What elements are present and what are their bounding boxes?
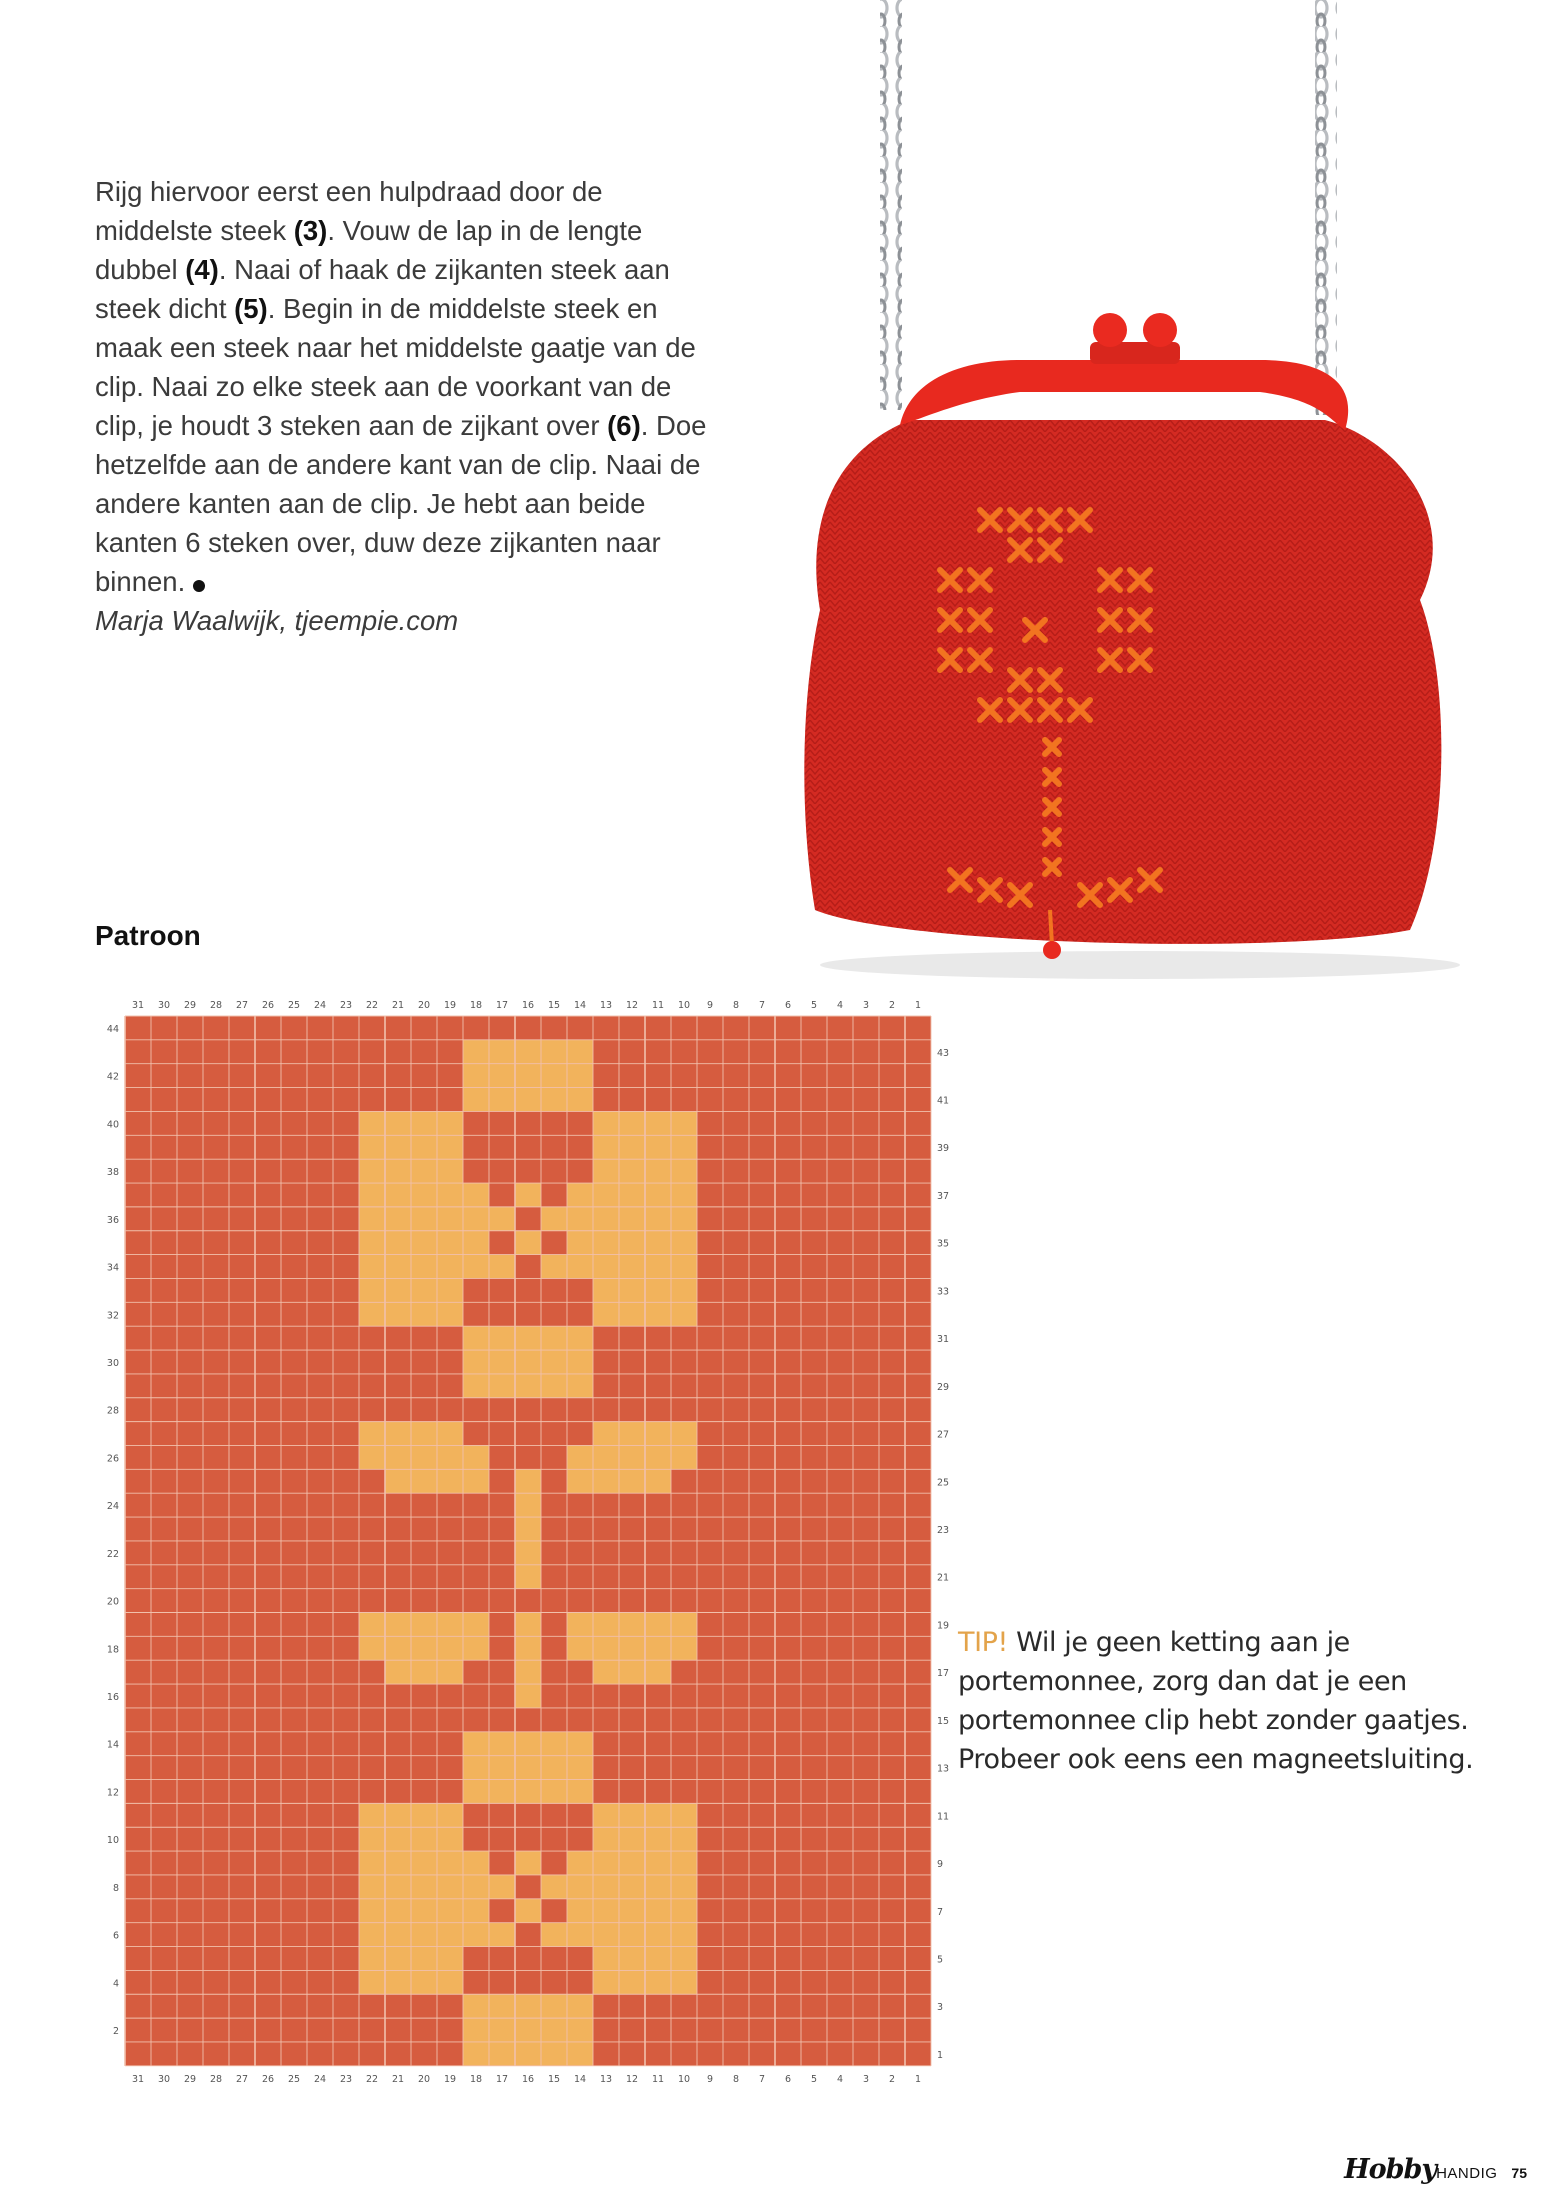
motif-cell <box>463 1732 593 1756</box>
row-number-right: 43 <box>937 1047 950 1059</box>
row-number-right: 17 <box>937 1668 950 1680</box>
column-number-bottom: 14 <box>573 2073 587 2085</box>
motif-cell <box>463 1183 489 1207</box>
motif-cell <box>567 1445 697 1469</box>
column-number-bottom: 23 <box>339 2073 353 2085</box>
column-number-top: 14 <box>573 1000 587 1011</box>
row-number-left: 28 <box>106 1405 119 1417</box>
motif-cell <box>567 1851 593 1875</box>
motif-cell <box>489 1255 515 1279</box>
column-number-bottom: 21 <box>391 2073 405 2085</box>
column-number-bottom: 9 <box>706 2073 714 2085</box>
row-number-left: 6 <box>112 1930 119 1942</box>
row-number-left: 16 <box>106 1692 119 1704</box>
motif-cell <box>489 1207 515 1231</box>
instruction-text: . Doe hetzelfde aan de andere kant van de clip. Naai de andere kanten aan de clip. Je hebt aan beide kanten 6 steken over, duw deze zijkanten naar binnen. <box>95 410 707 597</box>
instruction-text: . Vouw de lap in de lengte dubbel <box>95 215 643 285</box>
motif-cell <box>515 1851 541 1875</box>
column-number-bottom: 18 <box>469 2073 483 2085</box>
column-number-top: 7 <box>758 1000 766 1011</box>
step-reference: (4) <box>185 254 219 285</box>
row-number-right: 7 <box>937 1906 944 1918</box>
motif-cell <box>567 1255 697 1279</box>
column-number-top: 13 <box>599 1000 613 1011</box>
row-number-left: 22 <box>106 1548 119 1560</box>
tip-label: TIP! <box>958 1627 1008 1658</box>
column-number-bottom: 19 <box>443 2073 457 2085</box>
tip-box <box>958 1623 1478 1779</box>
row-number-left: 32 <box>106 1310 119 1322</box>
motif-cell <box>567 1875 697 1899</box>
row-number-right: 15 <box>937 1715 950 1727</box>
column-number-bottom: 11 <box>651 2073 665 2085</box>
step-reference: (5) <box>234 293 268 324</box>
column-number-top: 18 <box>469 1000 483 1011</box>
motif-cell <box>515 1899 541 1923</box>
tip-text: Wil je geen ketting aan je portemonnee, zorg dan dat je een portemonnee clip hebt zonder gaatjes. Probeer ook eens een magneetsluiting. <box>958 1627 1474 1775</box>
column-number-bottom: 27 <box>235 2073 249 2085</box>
column-number-bottom: 31 <box>131 2073 145 2085</box>
column-number-top: 5 <box>810 1000 818 1011</box>
motif-cell <box>541 1255 567 1279</box>
motif-cell <box>359 1636 489 1660</box>
row-number-right: 3 <box>937 2002 944 2014</box>
column-number-top: 8 <box>732 1000 740 1011</box>
motif-cell <box>463 1064 593 1088</box>
column-number-top: 17 <box>495 1000 509 1011</box>
motif-cell <box>463 1851 489 1875</box>
motif-cell <box>463 1994 593 2018</box>
row-number-right: 37 <box>937 1190 950 1202</box>
column-number-bottom: 12 <box>625 2073 639 2085</box>
motif-cell <box>359 1875 489 1899</box>
page-footer <box>1344 2154 1527 2185</box>
step-reference: (6) <box>607 410 641 441</box>
column-number-bottom: 4 <box>836 2073 844 2085</box>
row-number-left: 2 <box>112 2026 119 2038</box>
row-number-left: 4 <box>112 1978 119 1990</box>
column-number-top: 21 <box>391 1000 405 1011</box>
section-title: Patroon <box>95 920 201 951</box>
row-number-left: 40 <box>106 1119 119 1131</box>
motif-cell <box>463 1350 593 1374</box>
row-number-left: 38 <box>106 1167 119 1179</box>
column-number-bottom: 2 <box>888 2073 896 2085</box>
motif-cell <box>567 1207 697 1231</box>
row-number-left: 12 <box>106 1787 119 1799</box>
chain-right <box>1315 0 1337 415</box>
motif-cell <box>515 1231 541 1255</box>
column-number-bottom: 8 <box>732 2073 740 2085</box>
row-number-right: 35 <box>937 1238 950 1250</box>
column-number-top: 29 <box>183 1000 197 1011</box>
motif-cell <box>515 1684 541 1708</box>
row-number-left: 8 <box>112 1882 119 1894</box>
column-number-top: 24 <box>313 1000 327 1011</box>
motif-cell <box>515 1636 541 1660</box>
motif-cell <box>463 2018 593 2042</box>
row-number-left: 42 <box>106 1071 119 1083</box>
motif-cell <box>463 1088 593 1112</box>
motif-cell <box>463 1899 489 1923</box>
column-number-top: 9 <box>706 1000 714 1011</box>
row-number-right: 13 <box>937 1763 950 1775</box>
column-number-bottom: 30 <box>157 2073 171 2085</box>
column-number-top: 27 <box>235 1000 249 1011</box>
column-number-bottom: 6 <box>784 2073 792 2085</box>
motif-cell <box>489 1875 515 1899</box>
column-number-bottom: 10 <box>677 2073 691 2085</box>
instruction-text: . Naai of haak de zijkanten steek aan steek dicht <box>95 254 670 324</box>
motif-cell <box>515 1565 541 1589</box>
motif-cell <box>515 1183 541 1207</box>
logo-sub: HANDIG <box>1436 2165 1498 2182</box>
column-number-bottom: 25 <box>287 2073 301 2085</box>
column-number-top: 12 <box>625 1000 639 1011</box>
motif-cell <box>515 1660 541 1684</box>
column-number-top: 2 <box>888 1000 896 1011</box>
column-number-top: 3 <box>862 1000 870 1011</box>
column-number-bottom: 17 <box>495 2073 509 2085</box>
column-number-bottom: 29 <box>183 2073 197 2085</box>
row-number-left: 30 <box>106 1357 119 1369</box>
magazine-logo <box>1344 2154 1497 2185</box>
instruction-text: . Begin in de middelste steek en maak een steek naar het middelste gaatje van de clip. Naai zo elke steek aan de voorkant van de clip, je houdt 3 steken aan de zijkant over <box>95 293 696 441</box>
motif-cell <box>593 1660 671 1684</box>
motif-cell <box>359 1445 489 1469</box>
motif-cell <box>489 1923 515 1947</box>
motif-cell <box>463 1780 593 1804</box>
row-number-right: 29 <box>937 1381 950 1393</box>
column-number-bottom: 26 <box>261 2073 275 2085</box>
column-number-bottom: 15 <box>547 2073 561 2085</box>
motif-cell <box>515 1517 541 1541</box>
motif-cell <box>567 1613 697 1637</box>
motif-cell <box>515 1541 541 1565</box>
row-number-left: 18 <box>106 1644 119 1656</box>
row-number-right: 41 <box>937 1095 950 1107</box>
pattern-chart <box>95 990 950 2090</box>
row-number-right: 25 <box>937 1477 950 1489</box>
motif-cell <box>567 1636 697 1660</box>
column-number-top: 26 <box>261 1000 275 1011</box>
instructions-text <box>95 172 715 640</box>
row-number-left: 14 <box>106 1739 119 1751</box>
column-number-bottom: 3 <box>862 2073 870 2085</box>
motif-cell <box>541 1923 567 1947</box>
step-reference: (3) <box>293 215 328 246</box>
column-number-bottom: 5 <box>810 2073 818 2085</box>
column-number-top: 20 <box>417 1000 431 1011</box>
column-number-bottom: 1 <box>914 2073 922 2085</box>
motif-cell <box>359 1207 489 1231</box>
motif-cell <box>359 1613 489 1637</box>
motif-cell <box>515 1469 541 1493</box>
purse-clasp-frame <box>900 360 1348 430</box>
column-number-bottom: 28 <box>209 2073 223 2085</box>
logo-main: Hobby <box>1344 2154 1437 2185</box>
column-number-top: 30 <box>157 1000 171 1011</box>
row-number-right: 21 <box>937 1572 950 1584</box>
column-number-top: 10 <box>677 1000 691 1011</box>
column-number-bottom: 7 <box>758 2073 766 2085</box>
column-number-top: 6 <box>784 1000 792 1011</box>
row-number-right: 33 <box>937 1286 950 1298</box>
column-number-top: 23 <box>339 1000 353 1011</box>
page-number: 75 <box>1511 2165 1527 2181</box>
row-number-left: 10 <box>106 1835 119 1847</box>
row-number-right: 5 <box>937 1954 944 1966</box>
row-number-right: 1 <box>937 2049 944 2061</box>
end-bullet-icon <box>193 580 205 592</box>
author-credit: Marja Waalwijk, tjeempie.com <box>95 605 459 636</box>
motif-cell <box>567 1183 593 1207</box>
column-number-top: 11 <box>651 1000 665 1011</box>
row-number-right: 9 <box>937 1859 944 1871</box>
motif-cell <box>463 1326 593 1350</box>
column-number-top: 1 <box>914 1000 922 1011</box>
chain-left <box>880 0 902 410</box>
column-number-top: 4 <box>836 1000 844 1011</box>
column-number-top: 25 <box>287 1000 301 1011</box>
row-number-right: 19 <box>937 1620 950 1632</box>
column-number-top: 15 <box>547 1000 561 1011</box>
motif-cell <box>541 1875 567 1899</box>
motif-cell <box>463 1374 593 1398</box>
row-number-right: 39 <box>937 1143 950 1155</box>
motif-cell <box>515 1613 541 1637</box>
column-number-bottom: 22 <box>365 2073 379 2085</box>
column-number-bottom: 13 <box>599 2073 613 2085</box>
row-number-left: 26 <box>106 1453 119 1465</box>
row-number-left: 36 <box>106 1214 119 1226</box>
motif-cell <box>567 1899 593 1923</box>
motif-cell <box>541 1207 567 1231</box>
row-number-left: 20 <box>106 1596 119 1608</box>
row-number-right: 31 <box>937 1334 950 1346</box>
motif-cell <box>463 1231 489 1255</box>
column-number-top: 16 <box>521 1000 535 1011</box>
row-number-left: 44 <box>106 1023 119 1035</box>
row-number-right: 27 <box>937 1429 950 1441</box>
motif-cell <box>463 1040 593 1064</box>
column-number-top: 31 <box>131 1000 145 1011</box>
motif-cell <box>385 1660 463 1684</box>
purse-photo <box>760 0 1540 990</box>
column-number-top: 22 <box>365 1000 379 1011</box>
column-number-bottom: 20 <box>417 2073 431 2085</box>
column-number-bottom: 24 <box>313 2073 327 2085</box>
column-number-top: 19 <box>443 1000 457 1011</box>
purse-body <box>804 420 1441 944</box>
motif-cell <box>463 1756 593 1780</box>
row-number-left: 34 <box>106 1262 119 1274</box>
instructions-paragraph <box>95 172 715 601</box>
column-number-bottom: 16 <box>521 2073 535 2085</box>
column-number-top: 28 <box>209 1000 223 1011</box>
motif-cell <box>567 1923 697 1947</box>
row-number-right: 23 <box>937 1524 950 1536</box>
motif-cell <box>463 2042 593 2066</box>
motif-cell <box>359 1923 489 1947</box>
row-number-left: 24 <box>106 1501 119 1513</box>
motif-cell <box>515 1493 541 1517</box>
instruction-text: Rijg hiervoor eerst een hulpdraad door de middelste steek <box>95 176 603 246</box>
row-number-right: 11 <box>937 1811 950 1823</box>
motif-cell <box>567 1231 593 1255</box>
motif-cell <box>359 1255 489 1279</box>
